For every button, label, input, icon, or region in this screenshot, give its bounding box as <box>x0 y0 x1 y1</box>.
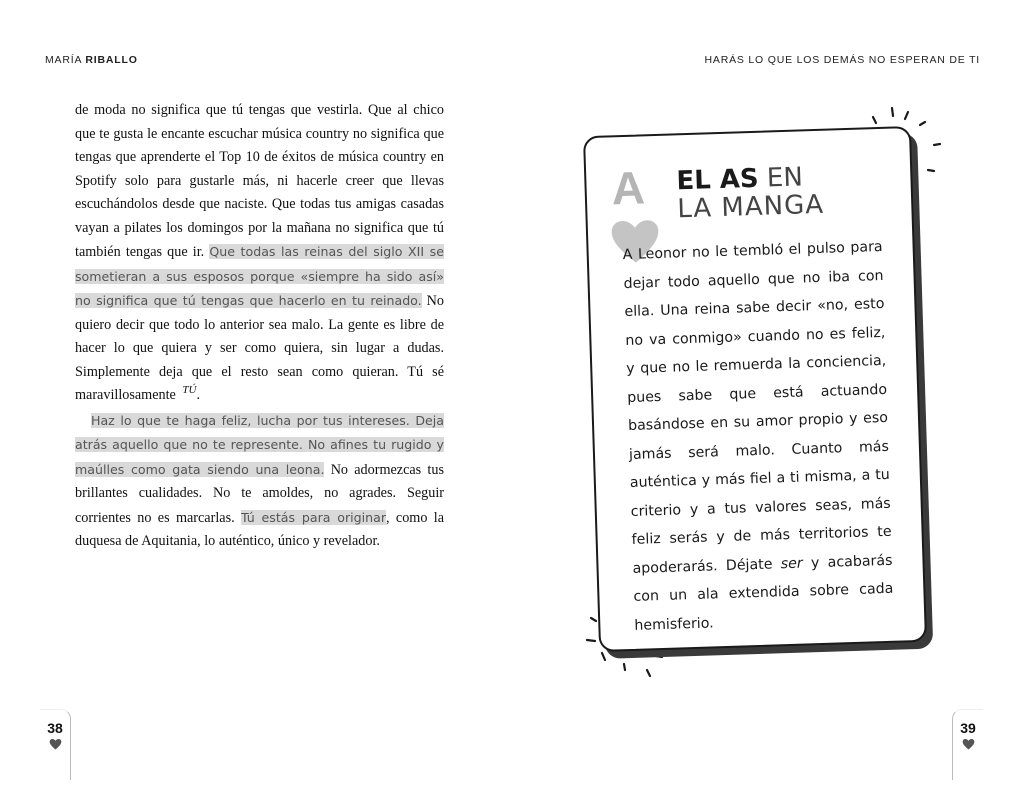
highlight: Tú estás para originar <box>240 509 387 525</box>
heart-icon <box>962 738 975 750</box>
handwritten-mark: TÚ <box>182 384 197 396</box>
card-body-text: A Leonor no le tembló el pulso para dejar todo aquello que no iba con ella. Una reina sabe decir «no, esto no va conmigo» cuando no es feliz, y que no le remuerda la conciencia, pues sabe que está actuando basándose en su amor propio y eso jamás será malo. Cuanto más auténtica y más fiel a ti misma, a tu criterio y a tus valores seas, más feliz serás y de más territorios te apoderarás. Déjate ser y acabarás con un ala extendida sobre cada hemisferio. <box>622 233 894 640</box>
running-head-author <box>45 54 138 66</box>
paragraph-2: Haz lo que te haga feliz, lucha por tus intereses. Deja atrás aquello que no te represente. No afines tu rugido y maúlles como gata siendo una leona. No adormezcas tus brillantes cualidades. No te amoldes, no agrades. Seguir corrientes no es marcarlas. Tú estás para originar, como la duquesa de Aquitania, lo auténtico, único y revelador. <box>75 412 444 549</box>
side-note-card <box>583 126 927 652</box>
author-last-name: RIBALLO <box>85 54 138 66</box>
page-number-right: 39 <box>960 720 976 736</box>
highlight: Haz lo que te haga feliz, lucha por tus intereses. Deja atrás aquello que no te represente. No afines tu rugido y maúlles como gata siendo una leona. <box>75 412 444 477</box>
card-lead-spacer <box>678 233 882 239</box>
left-page-body <box>75 99 444 554</box>
running-head-title: HARÁS LO QUE LOS DEMÁS NO ESPERAN DE TI <box>704 54 980 66</box>
author-first-name: MARÍA <box>45 54 82 66</box>
highlight: Que todas las reinas del siglo XII se sometieran a sus esposos porque «siempre ha sido así» no significa que tú tengas que hacerlo en tu reinado. <box>75 244 444 308</box>
heart-icon <box>49 738 62 750</box>
page-number-left: 38 <box>47 720 63 736</box>
page-number-tab-left <box>40 709 71 780</box>
page-number-tab-right <box>952 709 983 780</box>
card-title: EL AS EN LA MANGA <box>675 162 825 225</box>
paragraph-1: de moda no significa que tú tengas que vestirla. Que al chico que te gusta le encante escuchar música country no significa que tengas que aprenderte el Top 10 de éxitos de música country en Spotify solo para gustarle más, ni hacerle creer que llevas escuchándolos desde que naciste. Que todas tus amigas casadas vayan a pilates los domingos por la mañana no significa que tú también tengas que ir. Que todas las reinas del siglo XII se sometieran a sus esposos porque «siempre ha sido así» no significa que tú tengas que hacerlo en tu reinado. No quiero decir que todo lo anterior sea malo. La gente es libre de hacer lo que quiera y ser como quiera, sin lugar a dudas. Simplemente deja que el resto sean como quieran. Tú sé maravillosamente $^{TÚ}$. <box>75 102 444 403</box>
card-letter-a: A <box>610 161 646 215</box>
